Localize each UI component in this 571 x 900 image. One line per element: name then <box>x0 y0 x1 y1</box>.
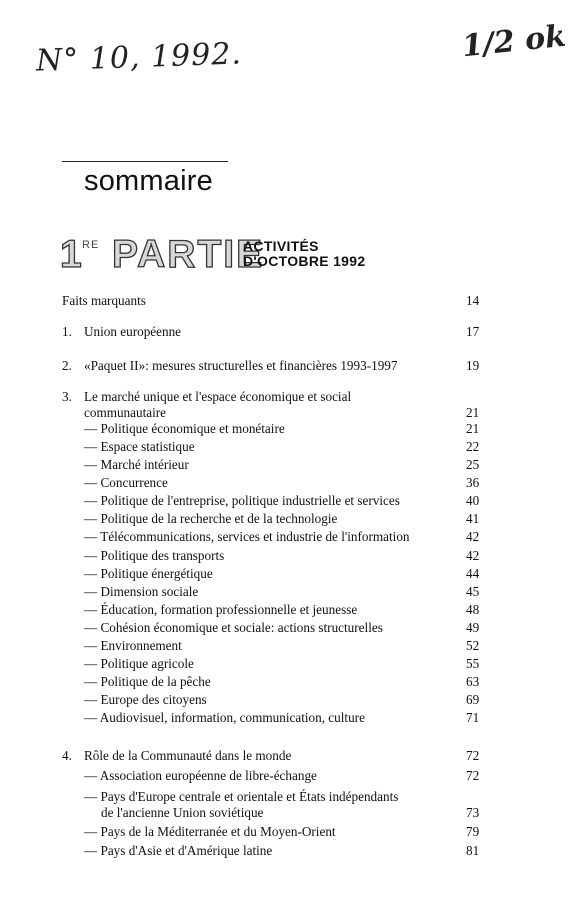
part-word: PARTIE <box>112 233 265 276</box>
toc-subentry-label: — Politique économique et monétaire <box>84 421 285 436</box>
toc-page-number: 42 <box>466 548 480 563</box>
part-subtitle-line1: ACTIVITÉS <box>243 238 319 254</box>
toc-subentry-label: — Audiovisuel, information, communication, culture <box>84 710 365 725</box>
handwritten-annotation-right: 1/2 ok <box>460 18 568 65</box>
toc-subentry-label: — Politique de la pêche <box>84 674 211 689</box>
part-number: 1 <box>60 233 84 276</box>
toc-page-number: 63 <box>466 674 480 689</box>
toc-entry-label: Le marché unique et l'espace économique et social <box>84 389 352 404</box>
toc-subentry-label: — Pays d'Asie et d'Amérique latine <box>84 843 273 858</box>
toc-page-number: 41 <box>466 511 480 526</box>
toc-subentry-label: — Marché intérieur <box>84 457 189 472</box>
toc-subentry-label: — Éducation, formation professionnelle et jeunesse <box>84 602 358 617</box>
toc-page-number: 40 <box>466 493 480 508</box>
toc-subentry-label: — Politique de la recherche et de la technologie <box>84 511 338 526</box>
toc-page-number: 72 <box>466 768 480 783</box>
toc-page-number: 42 <box>466 529 480 544</box>
toc-subentry-label: — Environnement <box>84 638 182 653</box>
toc-page-number: 73 <box>466 805 480 820</box>
toc-entry-label: Rôle de la Communauté dans le monde <box>84 748 292 763</box>
toc-page-number: 55 <box>466 656 480 671</box>
toc-page-number: 49 <box>466 620 480 635</box>
toc-entry-number: 2. <box>62 358 72 373</box>
toc-entry-label: Union européenne <box>84 324 182 339</box>
toc-subentry-label: — Télécommunications, services et industrie de l'information <box>84 529 410 544</box>
toc-entry-number: 4. <box>62 748 72 763</box>
handwritten-annotation-left: N° 10, 1992. <box>35 36 243 79</box>
toc-subentry-label: — Politique énergétique <box>84 566 213 581</box>
toc-page-number: 71 <box>466 710 480 725</box>
toc-page-number: 72 <box>466 748 480 763</box>
toc-page-number: 45 <box>466 584 480 599</box>
toc-subentry-label: — Dimension sociale <box>84 584 199 599</box>
toc-page-number: 36 <box>466 475 480 490</box>
toc-page-number: 69 <box>466 692 480 707</box>
toc-subentry-label: — Europe des citoyens <box>84 692 207 707</box>
toc-entry-label-continued: de l'ancienne Union soviétique <box>101 805 264 820</box>
toc-entry-number: 1. <box>62 324 72 339</box>
toc-subentry-label: — Espace statistique <box>84 439 195 454</box>
toc-page-number: 17 <box>466 324 480 339</box>
toc-subentry-label: — Cohésion économique et sociale: actions structurelles <box>84 620 383 635</box>
part-subtitle-line2: D'OCTOBRE 1992 <box>243 253 366 269</box>
toc-entry-label: «Paquet II»: mesures structurelles et financières 1993-1997 <box>84 358 398 373</box>
toc-subentry-label: — Pays de la Méditerranée et du Moyen-Orient <box>84 824 336 839</box>
toc-page-number: 21 <box>466 421 480 436</box>
toc-page-number: 48 <box>466 602 480 617</box>
toc-page-number: 14 <box>466 293 480 308</box>
toc-page-number: 44 <box>466 566 480 581</box>
toc-page-number: 81 <box>466 843 480 858</box>
toc-entry-label: Faits marquants <box>62 293 146 308</box>
toc-subentry-label: — Pays d'Europe centrale et orientale et États indépendants <box>84 789 399 804</box>
toc-page-number: 19 <box>466 358 480 373</box>
toc-page-number: 22 <box>466 439 480 454</box>
part-number-suffix: RE <box>82 239 100 251</box>
toc-subentry-label: — Politique des transports <box>84 548 225 563</box>
page-title: sommaire <box>84 165 213 197</box>
toc-subentry-label: — Concurrence <box>84 475 168 490</box>
toc-subentry-label: — Politique de l'entreprise, politique industrielle et services <box>84 493 400 508</box>
toc-page-number: 21 <box>466 405 480 420</box>
toc-page-number: 79 <box>466 824 480 839</box>
toc-subentry-label: — Politique agricole <box>84 656 194 671</box>
toc-subentry-label: — Association européenne de libre-échange <box>84 768 317 783</box>
toc-page-number: 25 <box>466 457 480 472</box>
toc-entry-label-continued: communautaire <box>84 405 167 420</box>
toc-page-number: 52 <box>466 638 480 653</box>
toc-entry-number: 3. <box>62 389 72 404</box>
